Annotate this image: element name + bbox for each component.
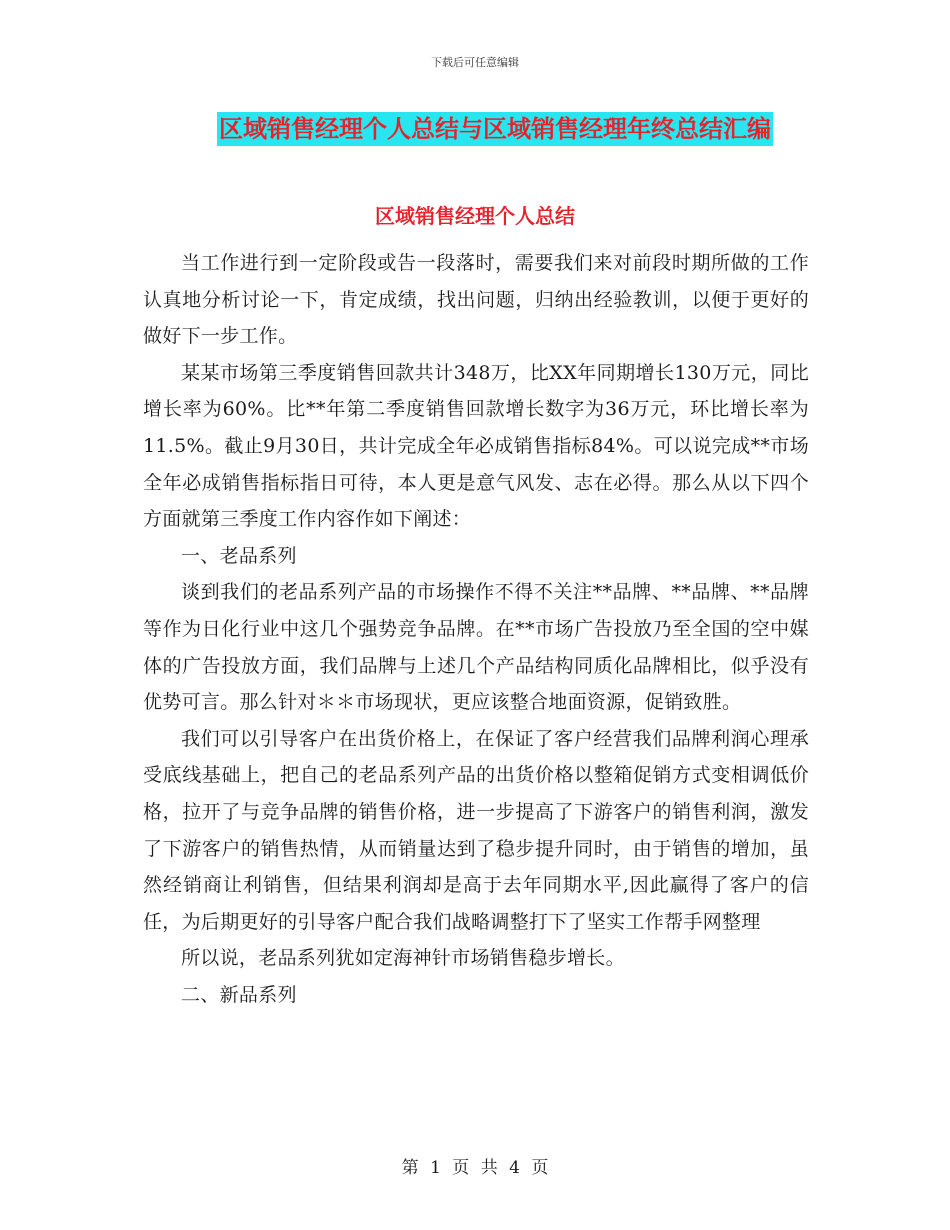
paragraph: 一、老品系列 xyxy=(181,544,297,567)
paragraph: 所以说，老品系列犹如定海神针市场销售稳步增长。 xyxy=(181,947,625,970)
paragraph: 谈到我们的老品系列产品的市场操作不得不关注**品牌、**品牌、**品牌等作为日化行业中这几个强势竞争品牌。在**市场广告投放乃至全国的空中媒体的广告投放方面，我们品牌与上述几个产品结构同质化品牌相比，似乎没有优势可言。那么针对＊＊市场现状，更应该整合地面资源，促销致胜。 xyxy=(143,581,809,714)
document-title-container xyxy=(0,112,950,146)
paragraph: 二、新品系列 xyxy=(181,983,297,1006)
document-title: 区域销售经理个人总结与区域销售经理年终总结汇编 xyxy=(217,112,773,146)
paragraph: 某某市场第三季度销售回款共计348万，比XX年同期增长130万元，同比增长率为60%。比**年第二季度销售回款增长数字为36万元，环比增长率为11.5%。截止9月30日，共计完成全年必成销售指标84%。可以说完成**市场全年必成销售指标指日可待，本人更是意气风发、志在必得。那么从以下四个方面就第三季度工作内容作如下阐述： xyxy=(143,361,809,531)
document-body xyxy=(143,245,809,1013)
paragraph: 我们可以引导客户在出货价格上，在保证了客户经营我们品牌利润心理承受底线基础上，把自己的老品系列产品的出货价格以整箱促销方式变相调低价格，拉开了与竞争品牌的销售价格，进一步提高了下游客户的销售利润，激发了下游客户的销售热情，从而销量达到了稳步提升同时，由于销售的增加，虽然经销商让利销售，但结果利润却是高于去年同期水平,因此赢得了客户的信任，为后期更好的引导客户配合我们战略调整打下了坚实工作帮手网整理 xyxy=(143,727,809,933)
header-note: 下载后可任意编辑 xyxy=(431,56,519,69)
section-title: 区域销售经理个人总结 xyxy=(375,204,575,228)
paragraph: 当工作进行到一定阶段或告一段落时，需要我们来对前段时期所做的工作认真地分析讨论一下，肯定成绩，找出问题，归纳出经验教训，以便于更好的做好下一步工作。 xyxy=(143,252,809,348)
page-footer: 第 1 页 共 4 页 xyxy=(401,1158,549,1178)
